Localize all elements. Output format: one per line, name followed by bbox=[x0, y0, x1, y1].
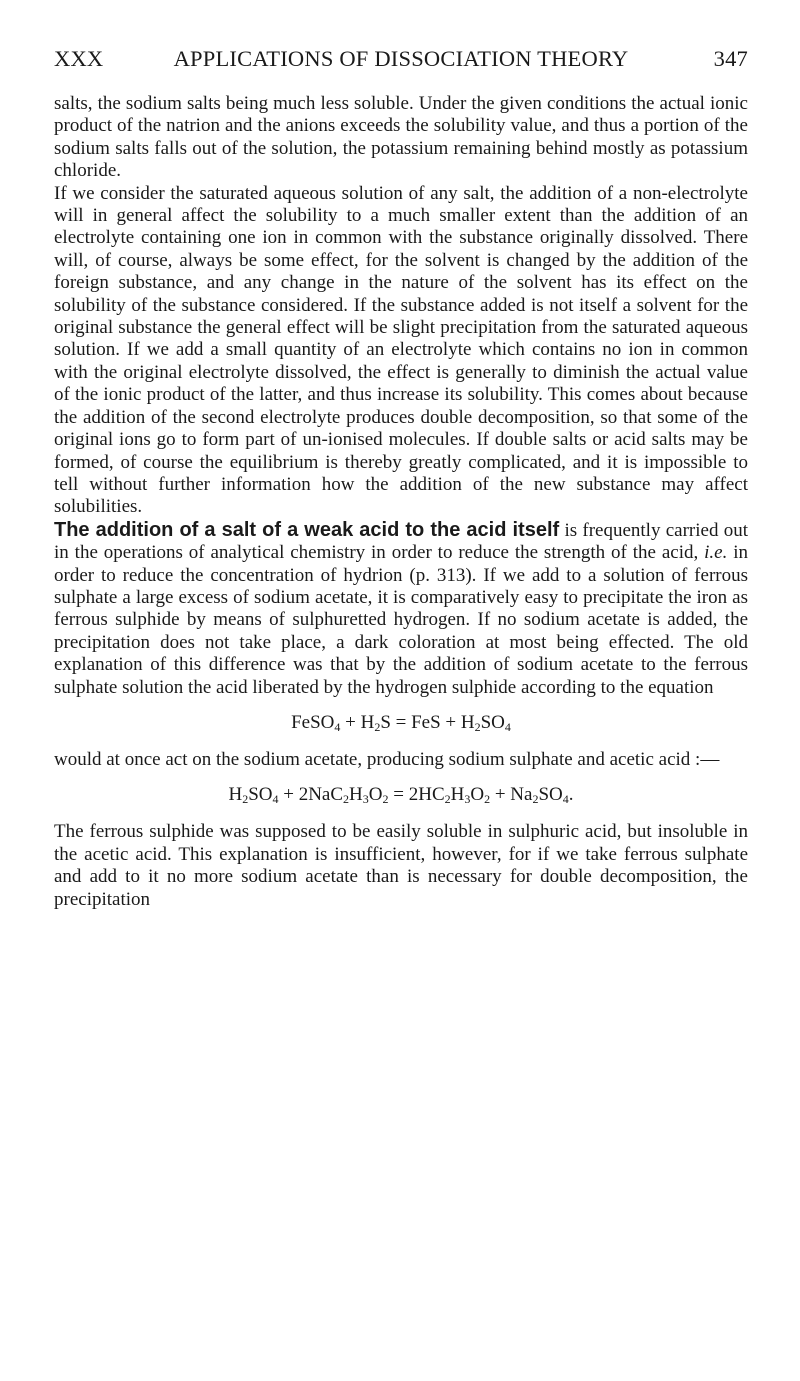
abbreviation-ie: i.e. bbox=[704, 542, 728, 564]
equation-ferrous-sulphate: FeSO$_4$ + $H_2S$ = FeS + $H_2SO_4$ bbox=[291, 711, 511, 734]
page-number: 347 bbox=[713, 46, 748, 71]
chapter-number: XXX bbox=[54, 46, 104, 71]
body-text bbox=[54, 93, 748, 911]
paragraph-text: in order to reduce the concentration of hydrion (p. 313). If we add to a solution of ferrous sulphate a large excess of sodium acetate, it is comparatively easy to precipitate the iron as ferrous sulphide by means of sulphuretted hydrogen. If no sodium acetate is added, the precipitation does not take place, a dark coloration at most being effected. The old explanation of this difference was that by the addition of sodium acetate to the ferrous sulphate solution the acid liberated by the hydrogen sulphide according to the equation bbox=[54, 542, 748, 698]
equation-sodium-acetate: $H_2SO_4 + 2NaC_2H_3O_2 = 2HC_2H_3O_2 + Na_2SO_4$. bbox=[228, 784, 574, 807]
paragraph: salts, the sodium salts being much less soluble. Under the given conditions the actual ionic product of the natrion and the anions exceeds the solubility value, and thus a portion of the sodium salts falls out of the solution, the potassium remaining behind mostly as potassium chloride. bbox=[54, 93, 748, 182]
paragraph: would at once act on the sodium acetate, producing sodium sulphate and acetic acid :— bbox=[54, 748, 720, 770]
section-lead-heading: The addition of a salt of a weak acid to the acid itself bbox=[54, 518, 560, 541]
running-title: APPLICATIONS OF DISSOCIATION THEORY bbox=[173, 46, 629, 71]
paragraph bbox=[54, 519, 748, 699]
paragraph: If we consider the saturated aqueous solution of any salt, the addition of a non-electrolyte will in general affect the solubility to a much smaller extent than the addition of an electrolyte containing one ion in common with the substance originally dissolved. There will, of course, always be some effect, for the solvent is changed by the addition of the foreign substance, and any change in the nature of the solvent has its effect on the solubility of the substance considered. If the substance added is not itself a solvent for the original substance the general effect will be slight precipitation from the saturated aqueous solution. If we add a small quantity of an electrolyte which contains no ion in common with the original electrolyte dissolved, the effect is generally to diminish the actual value of the ionic product of the latter, and thus increase its solubility. This comes about because the addition of the second electrolyte produces double decomposition, so that some of the original ions go to form part of un-ionised molecules. If double salts or acid salts may be formed, of course the equilibrium is thereby greatly complicated, and it is impossible to tell without further information how the addition of the new substance may affect solubilities. bbox=[54, 182, 748, 518]
paragraph: The ferrous sulphide was supposed to be easily soluble in sulphuric acid, but insoluble in the acetic acid. This explanation is insufficient, however, for if we take ferrous sulphate and add to it no more sodium acetate than is necessary for double decomposition, the precipitation bbox=[54, 821, 748, 910]
running-header bbox=[54, 44, 748, 74]
paragraph-text: is frequently carried out in the operations of analytical chemistry in order to reduce the strength of the acid, bbox=[54, 519, 748, 564]
